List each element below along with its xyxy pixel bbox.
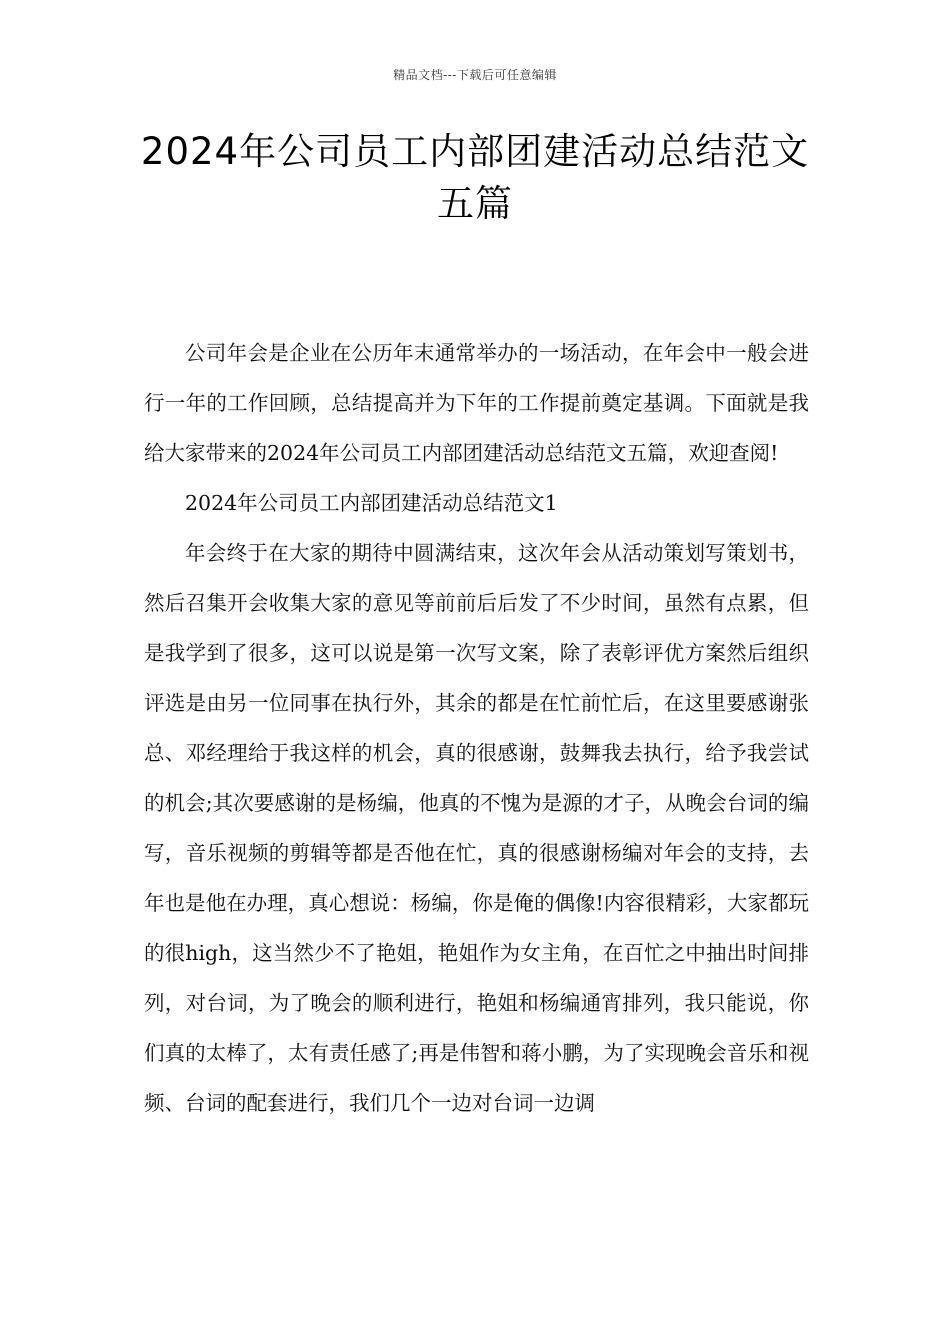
- title-line-1: 2024年公司员工内部团建活动总结范文: [140, 130, 810, 173]
- title-line-2: 五篇: [437, 182, 513, 225]
- section-heading: 2024年公司员工内部团建活动总结范文1: [185, 491, 558, 515]
- body-paragraph: 年会终于在大家的期待中圆满结束，这次年会从活动策划写策划书，然后召集开会收集大家的意见等前前后后发了不少时间，虽然有点累，但是我学到了很多，这可以说是第一次写文案，除了表彰评优方案然后组织评选是由另一位同事在执行外，其余的都是在忙前忙后，在这里要感谢张总、邓经理给于我这样的机会，真的很感谢，鼓舞我去执行，给予我尝试的机会;其次要感谢的是杨编，他真的不愧为是源的才子，从晚会台词的编写，音乐视频的剪辑等都是否他在忙，真的很感谢杨编对年会的支持，去年也是他在办理，真心想说：杨编，你是俺的偶像!内容很精彩，大家都玩的很high，这当然少不了艳姐，艳姐作为女主角，在百忙之中抽出时间排列，对台词，为了晚会的顺利进行，艳姐和杨编通宵排列，我只能说，你们真的太棒了，太有责任感了;再是伟智和蒋小鹏，为了实现晚会音乐和视频、台词的配套进行，我们几个一边对台词一边调: [144, 541, 809, 1115]
- document-body: [144, 328, 809, 1128]
- intro-paragraph: 公司年会是企业在公历年末通常举办的一场活动，在年会中一般会进行一年的工作回顾，总结提高并为下年的工作提前奠定基调。下面就是我给大家带来的2024年公司员工内部团建活动总结范文五篇，欢迎查阅!: [144, 341, 809, 465]
- document-title: [95, 126, 855, 230]
- page-header-note: 精品文档---下载后可任意编辑: [393, 68, 557, 82]
